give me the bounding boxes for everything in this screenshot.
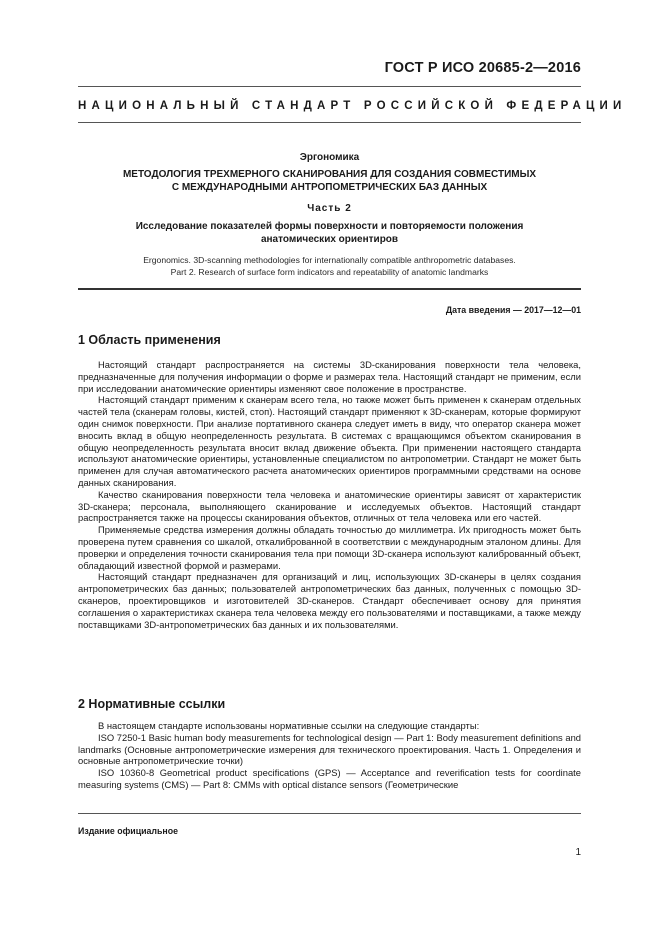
header-divider bbox=[78, 122, 581, 123]
official-edition-label: Издание официальное bbox=[78, 826, 178, 836]
english-title-line: Ergonomics. 3D-scanning methodologies for internationally compatible anthropometric databases. bbox=[143, 255, 516, 265]
title-divider bbox=[78, 288, 581, 290]
section-2-heading: 2 Нормативные ссылки bbox=[78, 697, 226, 711]
footer-divider bbox=[78, 813, 581, 814]
part-subtitle bbox=[78, 220, 581, 246]
paragraph: Настоящий стандарт предназначен для организаций и лиц, использующих 3D-сканеры в целях создания антропометрических баз данных; пользователей антропометрических баз данных, полученных с помощью 3D-сканеров, проектировщиков и изготовителей 3D-сканеров. Стандарт обеспечивает основу для принятия соглашения о характеристиках сканера тела человека между его пользователями и поставщиками, а также между поставщиками 3D-антропометрических баз данных и их пользователями. bbox=[78, 571, 581, 630]
paragraph: Качество сканирования поверхности тела человека и анатомические ориентиры зависят от характеристик 3D-сканера; персонала, выполняющего сканирование и исследуемых объектов. Настоящий стандарт распространяется также на процессы сканирования объектов, отличных от тела человека или его частей. bbox=[78, 488, 581, 524]
document-title-line: С МЕЖДУНАРОДНЫМИ АНТРОПОМЕТРИЧЕСКИХ БАЗ ДАННЫХ bbox=[171, 182, 488, 193]
paragraph: Настоящий стандарт распространяется на системы 3D-сканирования поверхности тела человека, предназначенные для получения информации о форме и размерах тела. Настоящий стандарт не применим, если при исследовании анатомические ориентиры изменяют свое положение в пространстве. bbox=[78, 359, 581, 394]
section-2-body bbox=[78, 720, 581, 791]
english-title bbox=[78, 254, 581, 278]
paragraph: Настоящий стандарт применим к сканерам всего тела, но также может быть применен к сканерам отдельных частей тела (сканерам головы, кистей, стоп). Настоящий стандарт применяют к 3D-сканерам, которые формируют один снимок поверхности. При анализе портативного сканера следует иметь в виду, что оператор сканера может вносить вклад в общую неопределенность результата. В системах с вращающимся объектом сканирования в общую неопределенность результата вносит вклад движение объекта. При применении настоящего стандарта используют анатомические ориентиры, установленные специалистом по антропометрии. Стандарт не может быть применен для случая автоматического расчета анатомических ориентиров программными средствами на основе данных сканирования. bbox=[78, 394, 581, 488]
reference-item: ISO 7250-1 Basic human body measurements for technological design — Part 1: Body measurement definitions and landmarks (Основные антропометрические измерения для технического проектирования. Часть 1. Определения и основные антропометрические точки) bbox=[78, 731, 581, 767]
top-divider bbox=[78, 86, 581, 87]
document-title bbox=[78, 168, 581, 194]
paragraph: В настоящем стандарте использованы нормативные ссылки на следующие стандарты: bbox=[98, 720, 480, 731]
part-label: Часть 2 bbox=[307, 203, 352, 214]
standard-number: ГОСТ Р ИСО 20685-2—2016 bbox=[384, 60, 581, 76]
paragraph: Применяемые средства измерения должны обладать точностью до миллиметра. Их пригодность может быть проверена путем сравнения со шкалой, откалиброванной в соответствии с международным эталоном длины. Для проверки и определения точности сканирования тела при помощи 3D-сканера используют калиброванный объект, обладающий известной формой и размерами. bbox=[78, 524, 581, 571]
part-subtitle-line: Исследование показателей формы поверхности и повторяемости положения bbox=[135, 221, 524, 232]
section-1-heading: 1 Область применения bbox=[78, 333, 221, 347]
english-title-line: Part 2. Research of surface form indicators and repeatability of anatomic landmarks bbox=[170, 267, 489, 277]
section-1-body bbox=[78, 359, 581, 630]
subject-title: Эргономика bbox=[299, 152, 360, 163]
introduction-date: Дата введения — 2017—12—01 bbox=[445, 305, 581, 315]
national-standard-heading: НАЦИОНАЛЬНЫЙ СТАНДАРТ РОССИЙСКОЙ ФЕДЕРАЦИИ bbox=[78, 100, 627, 112]
document-title-line: МЕТОДОЛОГИЯ ТРЕХМЕРНОГО СКАНИРОВАНИЯ ДЛЯ СОЗДАНИЯ СОВМЕСТИМЫХ bbox=[122, 169, 537, 180]
reference-item: ISO 10360-8 Geometrical product specifications (GPS) — Acceptance and reverification tests for coordinate measuring systems (CMS) — Part 8: CMMs with optical distance sensors (Геометрические bbox=[78, 767, 581, 790]
page-number: 1 bbox=[575, 847, 581, 858]
part-subtitle-line: анатомических ориентиров bbox=[260, 234, 399, 245]
